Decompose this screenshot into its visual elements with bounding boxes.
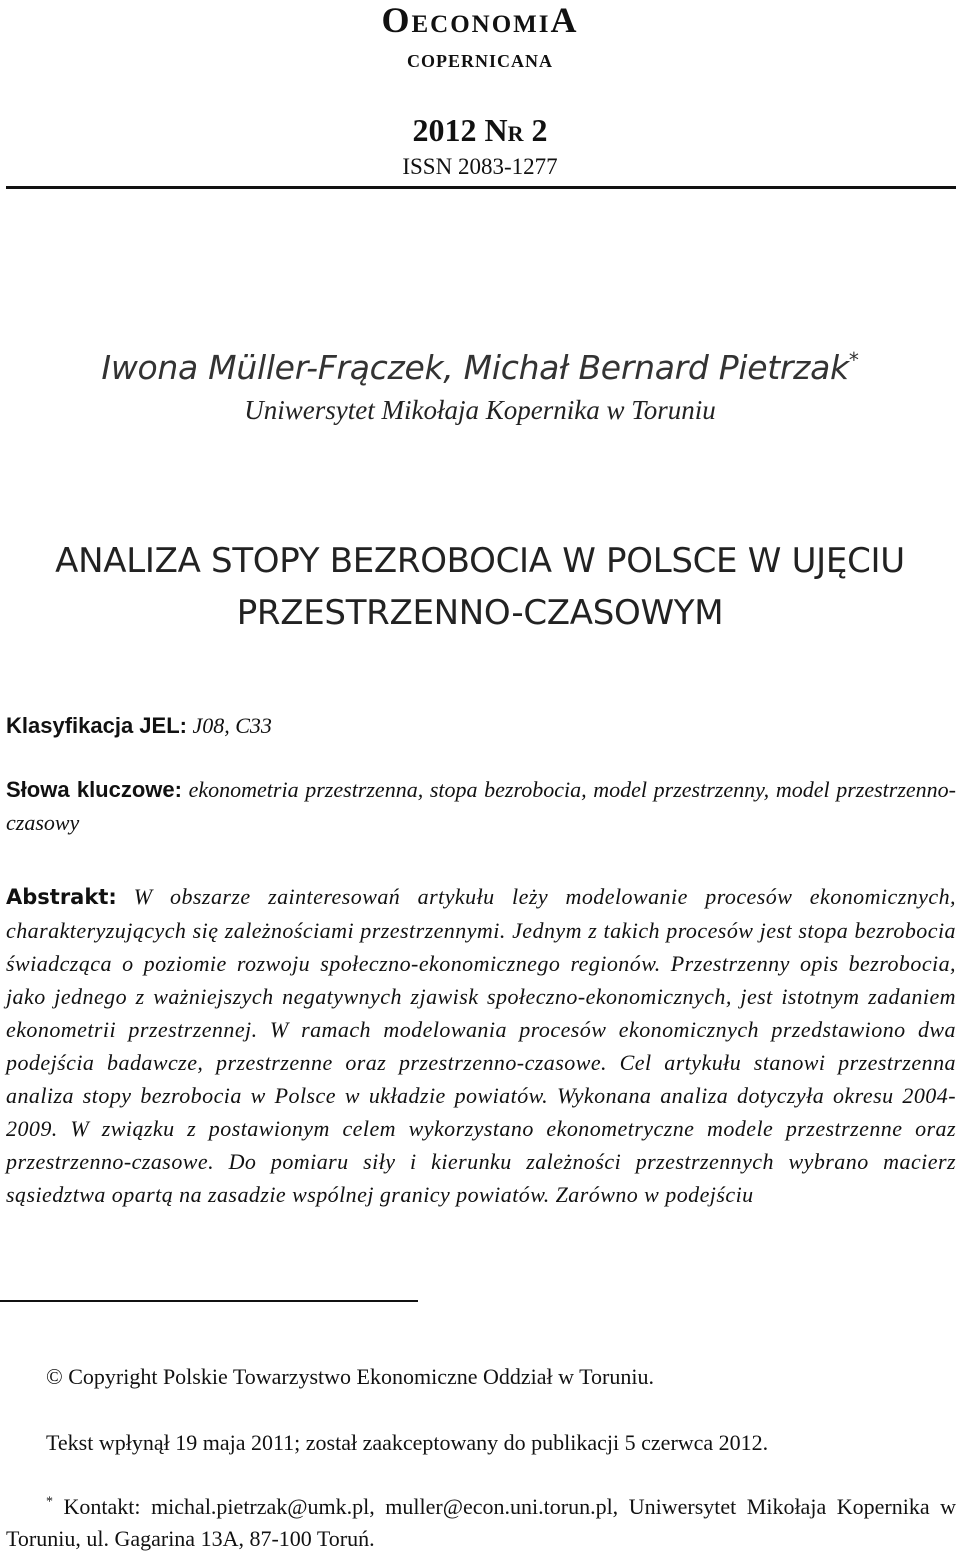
title-line-1: ANALIZA STOPY BEZROBOCIA W POLSCE W UJĘCIU: [55, 541, 905, 581]
journal-name: OeconomiA: [381, 0, 579, 40]
keywords-label: Słowa kluczowe:: [6, 777, 182, 802]
received-note: Tekst wpłynął 19 maja 2011; został zaakceptowany do publikacji 5 czerwca 2012.: [46, 1430, 769, 1455]
header-divider: [6, 186, 956, 189]
article-authors: [0, 348, 960, 388]
jel-classification: [6, 709, 956, 742]
author-footnote-mark[interactable]: *: [848, 348, 859, 372]
title-line-2: PRZESTRZENNO-CZASOWYM: [236, 593, 724, 633]
keywords-value: ekonometria przestrzenna, stopa bezrobocia, model przestrzenny, model przestrzenno-czasowy: [6, 777, 957, 835]
jel-value: J08, C33: [192, 713, 272, 738]
authors-names: Iwona Müller-Frączek, Michał Bernard Pietrzak: [101, 348, 849, 387]
contact-footnote: [6, 1491, 956, 1555]
abstract-text: W obszarze zainteresowań artykułu leży modelowanie procesów ekonomicznych, charakteryzujących się zależnościami przestrzennymi. Jednym z takich procesów jest stopa bezrobocia świadcząca o poziomie rozwoju społeczno-ekonomicznego regionów. Przestrzenny opis bezrobocia, jako jednego z ważniejszych negatywnych zjawisk społeczno-ekonomicznych, jest istotnym zadaniem ekonometrii przestrzennej. W ramach modelowania procesów ekonomicznych przedstawiono dwa podejścia badawcze, przestrzenne oraz przestrzenno-czasowe. Cel artykułu stanowi przestrzenna analiza stopy bezrobocia w Polsce w układzie powiatów. Wykonana analiza dotyczyła okresu 2004-2009. W związku z postawionym celem wykorzystano ekonometryczne modele przestrzenne oraz przestrzenno-czasowe. Do pomiaru siły i kierunku zależności przestrzennych wybrano macierz sąsiedztwa opartą na zasadzie wspólnej granicy powiatów. Zarówno w podejściu: [6, 884, 956, 1207]
copyright-note: © Copyright Polskie Towarzystwo Ekonomiczne Oddział w Toruniu.: [46, 1364, 654, 1389]
contact-footnote-mark: *: [46, 1494, 53, 1510]
journal-issue: 2012 Nr 2: [412, 112, 548, 148]
jel-label: Klasyfikacja JEL:: [6, 713, 187, 738]
contact-text: Kontakt: michal.pietrzak@umk.pl, muller@econ.uni.torun.pl, Uniwersytet Mikołaja Kopernika w Toruniu, ul. Gagarina 13A, 87-100 Toruń.: [6, 1494, 957, 1551]
journal-issn: ISSN 2083-1277: [402, 154, 558, 179]
abstract-label: Abstrakt:: [6, 885, 117, 909]
author-affiliation: Uniwersytet Mikołaja Kopernika w Toruniu: [244, 395, 716, 425]
journal-subtitle: copernicana: [407, 44, 553, 73]
article-title: [0, 535, 960, 639]
footnote-divider: [0, 1300, 418, 1302]
keywords: [6, 773, 956, 839]
abstract: [6, 880, 956, 1211]
